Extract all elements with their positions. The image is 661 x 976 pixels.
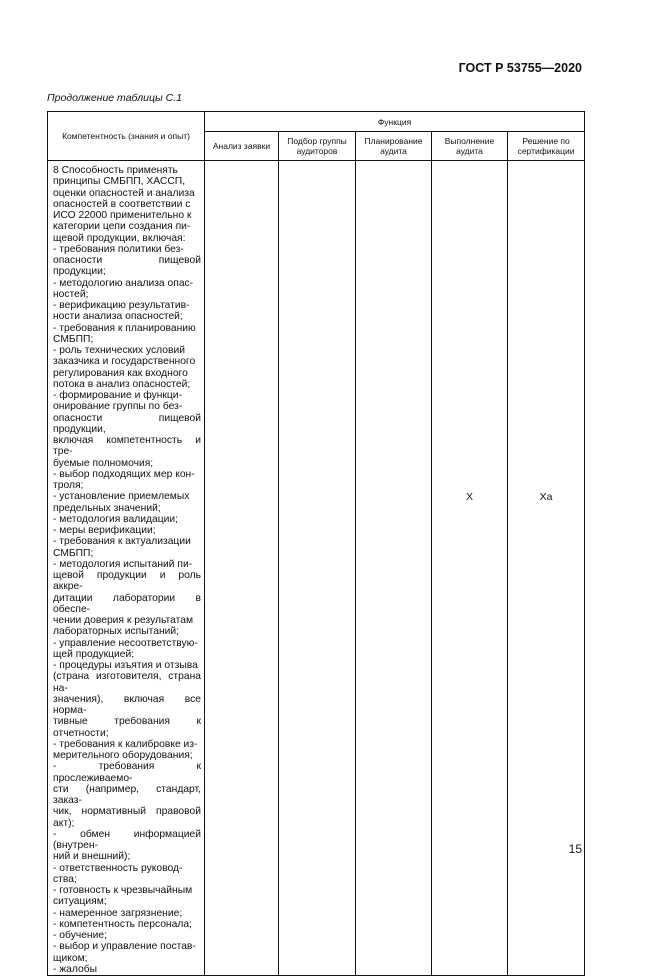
mark-cell-audit-planning (356, 161, 432, 976)
description-line: значения), включая все норма- (53, 693, 201, 716)
description-line: опасности пищевой продукции, (53, 412, 201, 435)
description-line: - выбор и управление постав- (53, 941, 196, 953)
description-line: - меры верификации; (53, 525, 156, 536)
column-header-certification-decision: Решение по сертификации (508, 132, 585, 161)
description-line: - процедуры изъятия и отзыва (53, 660, 198, 671)
description-line: СМБПП; (53, 547, 94, 559)
description-line: заказчика и государственного (53, 356, 196, 368)
description-line: - методология валидации; (53, 513, 178, 525)
table-caption: Продолжение таблицы С.1 (47, 92, 182, 104)
description-line: - управление несоответствую- (53, 637, 198, 649)
description-line: (страна изготовителя, страна на- (53, 671, 201, 694)
description-line: - компетентность персонала; (53, 918, 192, 930)
description-line: потока в анализ опасностей; (53, 378, 191, 390)
column-header-application-review: Анализ заявки (205, 132, 279, 161)
description-line: щей продукцией; (53, 648, 135, 660)
column-header-audit-execution: Выполнение аудита (432, 132, 508, 161)
description-line: 8 Способность применять (53, 165, 178, 176)
description-line: регулирования как входного (53, 367, 188, 379)
description-line: принципы СМБПП, ХАССП, (53, 176, 186, 188)
description-line: - методологию анализа опас- (53, 277, 194, 289)
description-line: щиком; (53, 952, 88, 964)
description-line: ности анализа опасностей; (53, 311, 183, 323)
description-line: троля; (53, 480, 84, 491)
description-line: онирование группы по без- (53, 401, 183, 413)
description-line: щевой продукции и роль аккре- (53, 570, 201, 593)
description-line: категории цепи создания пи- (53, 221, 191, 233)
description-line: чик, нормативный правовой акт); (53, 806, 201, 829)
description-line: ностей; (53, 288, 89, 300)
function-header: Функция (205, 112, 585, 132)
description-line: - требования к калибровке из- (53, 738, 198, 750)
description-line: ситуациям; (53, 896, 107, 908)
description-line: оценки опасностей и анализа (53, 187, 195, 199)
document-code: ГОСТ Р 53755—2020 (458, 61, 582, 75)
description-line: буемые полномочия; (53, 457, 154, 469)
description-line: - методология испытаний пи- (53, 558, 193, 570)
description-line: - требования к актуализации (53, 536, 191, 548)
competence-description (48, 161, 205, 976)
competence-header: Компетентность (знания и опыт) (48, 112, 205, 161)
description-line: предельных значений; (53, 502, 161, 514)
description-line: - роль технических условий (53, 345, 185, 356)
description-line: дитации лаборатории в обеспе- (53, 592, 201, 615)
description-line: - ответственность руковод- (53, 862, 183, 874)
description-line: включая компетентность и тре- (53, 435, 201, 458)
description-line: тивные требования к отчетности; (53, 716, 201, 739)
description-line: - обучение; (53, 930, 107, 941)
description-line: сти (например, стандарт, заказ- (53, 783, 201, 806)
description-line: - верификацию результатив- (53, 300, 190, 311)
mark-cell-application-review (205, 161, 279, 976)
description-line: - установление приемлемых (53, 491, 190, 503)
description-line: - обмен информацией (внутрен- (53, 828, 201, 851)
mark: Xа (539, 491, 553, 503)
column-header-auditor-selection: Подбор группы аудиторов (279, 132, 356, 161)
description-line: ИСО 22000 применительно к (53, 210, 192, 221)
mark: X (465, 491, 473, 503)
column-header-audit-planning: Планирование аудита (356, 132, 432, 161)
description-line: - формирование и функци- (53, 390, 182, 401)
description-line: чении доверия к результатам (53, 615, 194, 626)
description-line: - требования политики без- (53, 243, 184, 255)
description-line: - намеренное загрязнение; (53, 907, 183, 919)
description-line: - выбор подходящих мер кон- (53, 468, 195, 480)
table-row (48, 161, 585, 976)
competence-table (47, 111, 585, 976)
description-line: - требования к планированию (53, 322, 196, 334)
description-line: опасности пищевой продукции; (53, 255, 201, 278)
mark-cell-auditor-selection (279, 161, 356, 976)
description-line: - требования к прослеживаемо- (53, 761, 201, 784)
page-number: 15 (568, 842, 582, 856)
description-line: - готовность к чрезвычайным (53, 885, 193, 896)
description-line: щевой продукции, включая: (53, 232, 186, 244)
description-line: ний и внешний); (53, 851, 131, 863)
description-line: опасностей в соответствии с (53, 198, 191, 210)
description-line: лабораторных испытаний; (53, 626, 179, 638)
mark-cell-audit-execution (432, 161, 508, 976)
description-line: СМБПП; (53, 333, 94, 345)
description-line: - жалобы (53, 963, 98, 975)
description-line: ства; (53, 873, 77, 885)
description-line: мерительного оборудования; (53, 750, 193, 761)
